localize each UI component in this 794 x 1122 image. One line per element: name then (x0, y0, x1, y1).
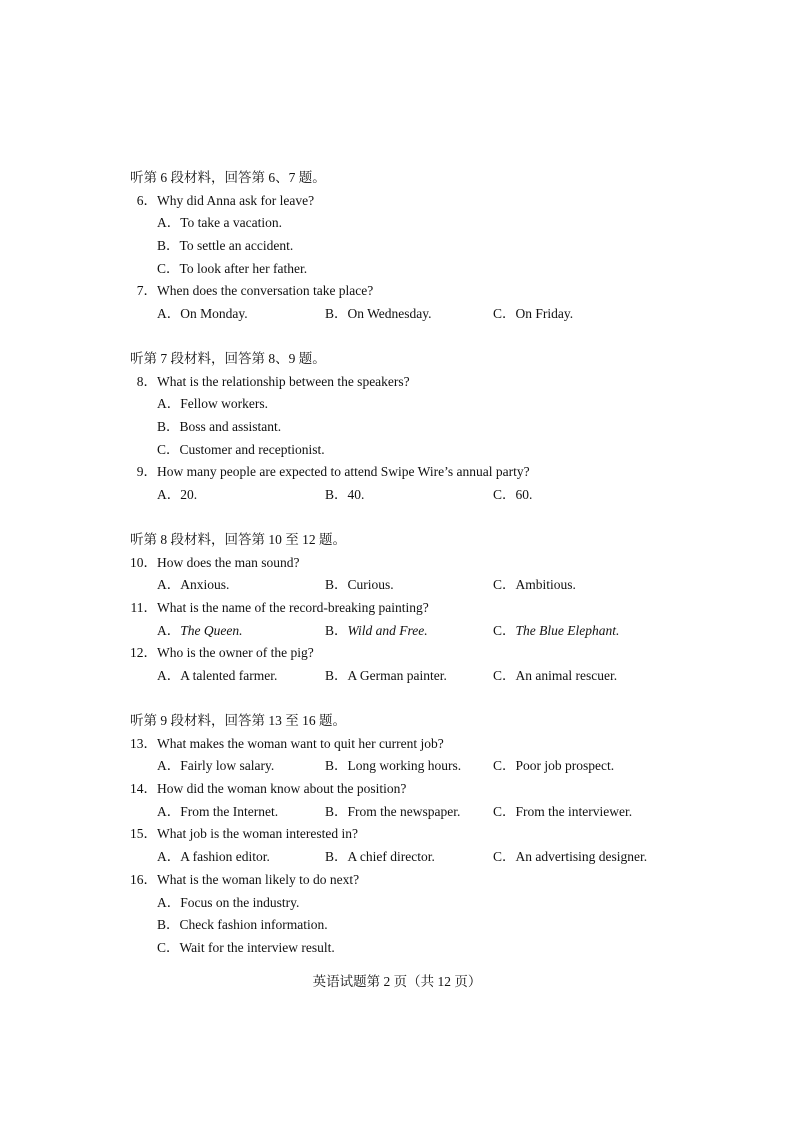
option-a: A．Anxious. (157, 577, 230, 593)
section-heading: 听第 6 段材料，回答第 6、7 题。 (130, 170, 326, 185)
question-7 (130, 280, 374, 303)
question-number: 7． (136, 283, 157, 299)
question-16 (130, 869, 360, 892)
question-12 (130, 642, 346, 665)
option-row (130, 892, 346, 915)
question-number: 14． (130, 781, 157, 797)
question-number: 11． (130, 600, 157, 616)
option-a: A．20. (157, 487, 198, 503)
option-row (130, 303, 574, 326)
option-row (130, 393, 326, 416)
page-footer: 英语试题第 2 页（共 12 页） (312, 974, 482, 989)
option-row (130, 801, 633, 824)
option-row (130, 439, 326, 462)
option-b: B．Boss and assistant. (157, 419, 282, 435)
option-a: A．A fashion editor. (157, 849, 270, 865)
question-text: How did the woman know about the position? (157, 781, 407, 797)
question-text: Who is the owner of the pig? (157, 645, 314, 661)
question-text: What is the woman likely to do next? (157, 871, 360, 887)
question-number: 16． (130, 871, 157, 887)
option-b: B．A German painter. (325, 668, 447, 684)
option-c: C．From the interviewer. (493, 803, 633, 819)
question-text: When does the conversation take place? (157, 283, 374, 299)
question-number: 15． (130, 826, 157, 842)
section-8 (130, 529, 620, 688)
section-6 (130, 167, 574, 326)
option-c: C．An advertising designer. (493, 849, 648, 865)
option-row (130, 235, 326, 258)
option-row (130, 914, 346, 937)
option-b: B．To settle an accident. (157, 238, 294, 254)
option-row (130, 937, 346, 960)
option-row (130, 484, 533, 507)
option-b: B．40. (325, 487, 365, 503)
option-c: C．Wait for the interview result. (157, 939, 335, 955)
option-a: A．Focus on the industry. (157, 894, 300, 910)
question-10 (130, 552, 346, 575)
option-c: C．To look after her father. (157, 260, 308, 276)
question-11 (130, 597, 429, 620)
option-row (130, 416, 326, 439)
question-14 (130, 778, 407, 801)
section-heading: 听第 9 段材料，回答第 13 至 16 题。 (130, 713, 346, 728)
question-9 (130, 461, 530, 484)
option-c: C．Customer and receptionist. (157, 441, 325, 457)
question-number: 13． (130, 735, 157, 751)
option-b: B．From the newspaper. (325, 803, 461, 819)
section-heading: 听第 7 段材料，回答第 8、9 题。 (130, 351, 326, 366)
option-row (130, 258, 326, 281)
option-row (130, 574, 576, 597)
question-number: 6． (136, 192, 157, 208)
option-a: A．To take a vacation. (157, 215, 283, 231)
option-row (130, 846, 648, 869)
section-7 (130, 348, 533, 507)
option-a: A．On Monday. (157, 306, 248, 322)
option-c: C．60. (493, 487, 533, 503)
question-number: 10． (130, 554, 157, 570)
option-row (130, 665, 618, 688)
question-text: Why did Anna ask for leave? (157, 192, 315, 208)
option-c: C．The Blue Elephant. (493, 622, 620, 638)
question-6 (130, 190, 326, 213)
section-9 (130, 710, 648, 960)
question-15 (130, 823, 358, 846)
option-a: A．From the Internet. (157, 803, 279, 819)
option-b: B．On Wednesday. (325, 306, 432, 322)
section-heading: 听第 8 段材料，回答第 10 至 12 题。 (130, 532, 346, 547)
option-c: C．An animal rescuer. (493, 668, 618, 684)
option-c: C．Ambitious. (493, 577, 576, 593)
option-b: B．Wild and Free. (325, 622, 428, 638)
question-number: 12． (130, 645, 157, 661)
option-c: C．On Friday. (493, 306, 574, 322)
question-13 (130, 733, 444, 756)
question-text: What makes the woman want to quit her current job? (157, 735, 444, 751)
option-b: B．Curious. (325, 577, 394, 593)
option-a: A．Fairly low salary. (157, 758, 275, 774)
option-row (130, 620, 620, 643)
option-a: A．Fellow workers. (157, 396, 268, 412)
option-b: B．Check fashion information. (157, 917, 328, 933)
option-row (130, 755, 615, 778)
option-c: C．Poor job prospect. (493, 758, 615, 774)
question-text: How many people are expected to attend Swipe Wire’s annual party? (157, 464, 530, 480)
option-b: B．Long working hours. (325, 758, 462, 774)
option-a: A．A talented farmer. (157, 668, 278, 684)
question-number: 9． (136, 464, 157, 480)
question-text: How does the man sound? (157, 554, 300, 570)
question-8 (130, 371, 410, 394)
option-row (130, 212, 326, 235)
question-number: 8． (136, 373, 157, 389)
option-a: A．The Queen. (157, 622, 243, 638)
question-text: What is the relationship between the speakers? (157, 373, 410, 389)
question-text: What is the name of the record-breaking painting? (157, 600, 429, 616)
question-text: What job is the woman interested in? (157, 826, 358, 842)
option-b: B．A chief director. (325, 849, 435, 865)
